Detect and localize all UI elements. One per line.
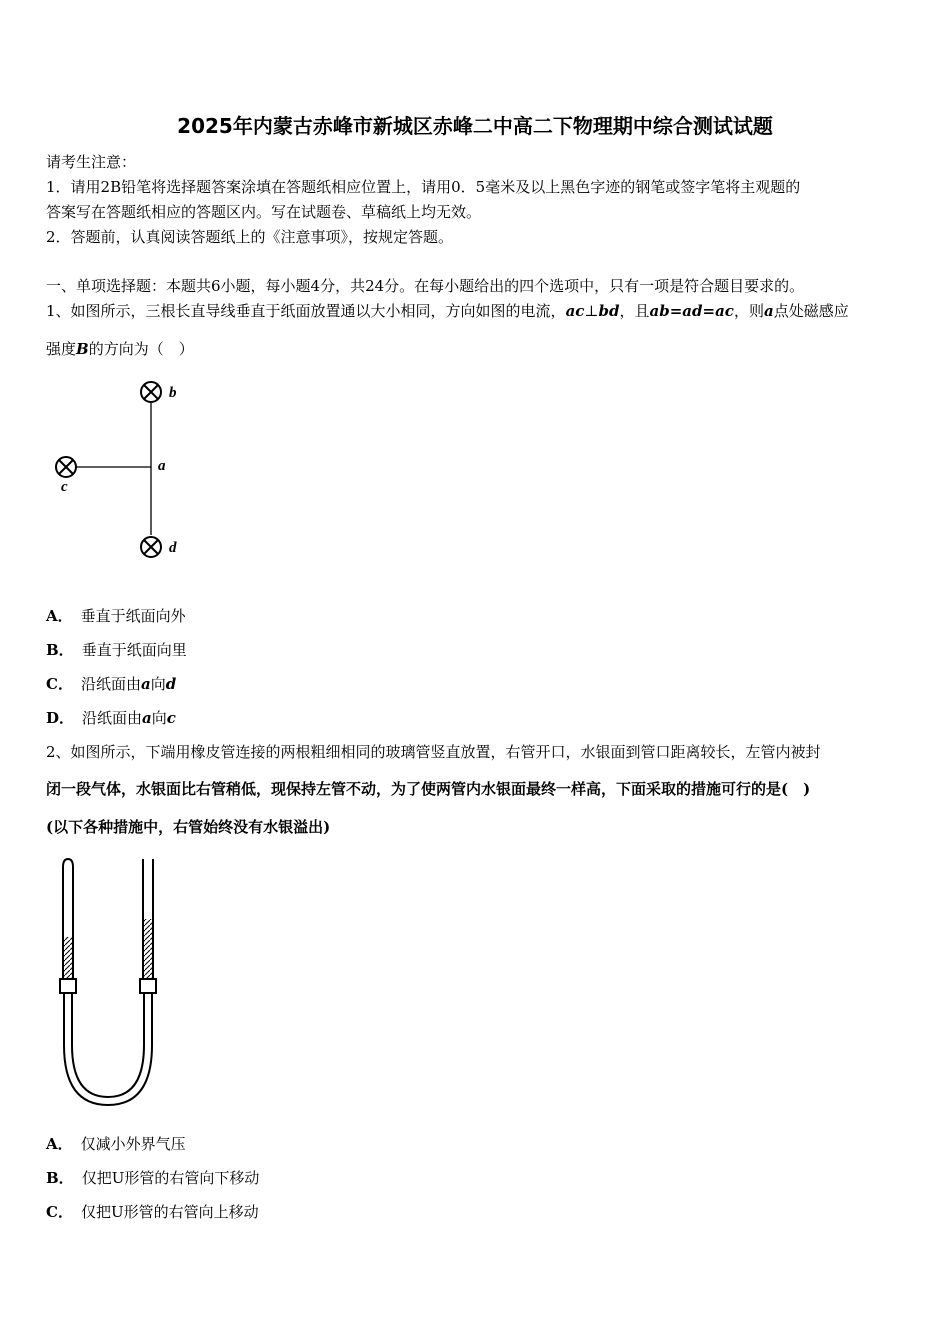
q2-stem-line-1: 2、如图所示，下端用橡皮管连接的两根粗细相同的玻璃管竖直放置，右管开口，水银面到管口距离较长，左管内被封 xyxy=(46,743,821,761)
option-text: 垂直于纸面向里 xyxy=(81,641,187,659)
q1-var: ab=ad=ac xyxy=(649,302,734,320)
option-var: d xyxy=(165,675,177,693)
q2-option-b[interactable] xyxy=(46,1168,259,1188)
option-key: B． xyxy=(46,641,74,659)
q2-u-tube-diagram xyxy=(50,855,180,1115)
option-var: a xyxy=(142,709,152,727)
q2-stem-line-2: 闭一段气体，水银面比右管稍低，现保持左管不动，为了使两管内水银面最终一样高，下面采取的措施可行的是( ) xyxy=(46,780,811,798)
q1-stem-text: 点处磁感应 xyxy=(773,302,849,320)
q1-var: bd xyxy=(598,302,620,320)
notice-item-1-line-2: 答案写在答题纸相应的答题区内。写在试题卷、草稿纸上均无效。 xyxy=(46,203,482,221)
q1-var: ac xyxy=(565,302,585,320)
q1-option-d[interactable] xyxy=(46,708,176,728)
q2-option-c[interactable] xyxy=(46,1202,259,1222)
q1-label-d: d xyxy=(169,540,177,556)
option-text: 仅把U形管的右管向上移动 xyxy=(80,1203,259,1221)
option-var: c xyxy=(166,709,176,727)
q1-option-a[interactable] xyxy=(46,606,186,626)
q1-option-b[interactable] xyxy=(46,640,187,660)
option-key: C． xyxy=(46,1203,73,1221)
q1-stem-text: 的方向为（ ） xyxy=(88,340,194,358)
q1-stem-line-1 xyxy=(46,301,849,321)
q2-option-a[interactable] xyxy=(46,1134,186,1154)
option-text: 向 xyxy=(151,709,167,727)
option-text: 向 xyxy=(150,675,166,693)
q1-label-a: a xyxy=(158,458,166,474)
q1-stem-text: ⊥ xyxy=(584,302,599,320)
q1-stem-text: ，且 xyxy=(619,302,650,320)
option-text: 沿纸面由 xyxy=(82,709,143,727)
option-var: a xyxy=(140,675,151,693)
option-key: C． xyxy=(46,675,73,693)
q2-left-mercury xyxy=(64,937,72,979)
page-title: 2025年内蒙古赤峰市新城区赤峰二中高二下物理期中综合测试试题 xyxy=(177,114,773,138)
option-text: 仅减小外界气压 xyxy=(80,1135,186,1153)
q1-label-b: b xyxy=(169,385,177,401)
notice-item-1-line-1: 1．请用2B铅笔将选择题答案涂填在答题纸相应位置上，请用0．5毫米及以上黑色字迹的钢笔或签字笔将主观题的 xyxy=(46,178,801,196)
option-text: 垂直于纸面向外 xyxy=(80,607,186,625)
q2-right-joint xyxy=(140,979,156,993)
option-key: D． xyxy=(46,709,75,727)
q1-wire-diagram xyxy=(50,375,200,565)
q1-stem-line-2 xyxy=(46,339,194,359)
q1-wire-c-into-page-icon xyxy=(56,457,76,477)
q2-left-joint xyxy=(60,979,76,993)
option-key: A． xyxy=(46,607,73,625)
q1-stem-text: 强度 xyxy=(46,340,77,358)
q1-wire-b-into-page-icon xyxy=(141,382,161,402)
q1-var: B xyxy=(76,340,89,358)
q1-label-c: c xyxy=(61,479,68,495)
q1-stem-text: 1、如图所示，三根长直导线垂直于纸面放置通以大小相同，方向如图的电流， xyxy=(46,302,566,320)
section-1-heading: 一、单项选择题：本题共6小题，每小题4分，共24分。在每小题给出的四个选项中，只有一项是符合题目要求的。 xyxy=(46,277,805,295)
q1-stem-text: ，则 xyxy=(733,302,764,320)
q2-left-tube xyxy=(60,859,76,993)
q1-wire-d-into-page-icon xyxy=(141,537,161,557)
notice-heading: 请考生注意： xyxy=(46,153,137,171)
notice-item-2: 2．答题前，认真阅读答题纸上的《注意事项》，按规定答题。 xyxy=(46,228,454,246)
q2-stem-line-3: (以下各种措施中，右管始终没有水银溢出) xyxy=(46,818,331,836)
option-text: 仅把U形管的右管向下移动 xyxy=(81,1169,260,1187)
option-key: A． xyxy=(46,1135,73,1153)
option-text: 沿纸面由 xyxy=(80,675,141,693)
option-key: B． xyxy=(46,1169,74,1187)
q2-right-tube xyxy=(140,859,156,993)
q2-rubber-hose xyxy=(64,993,152,1105)
q1-var: a xyxy=(763,302,774,320)
q2-right-mercury xyxy=(144,919,152,979)
q1-option-c[interactable] xyxy=(46,674,176,694)
